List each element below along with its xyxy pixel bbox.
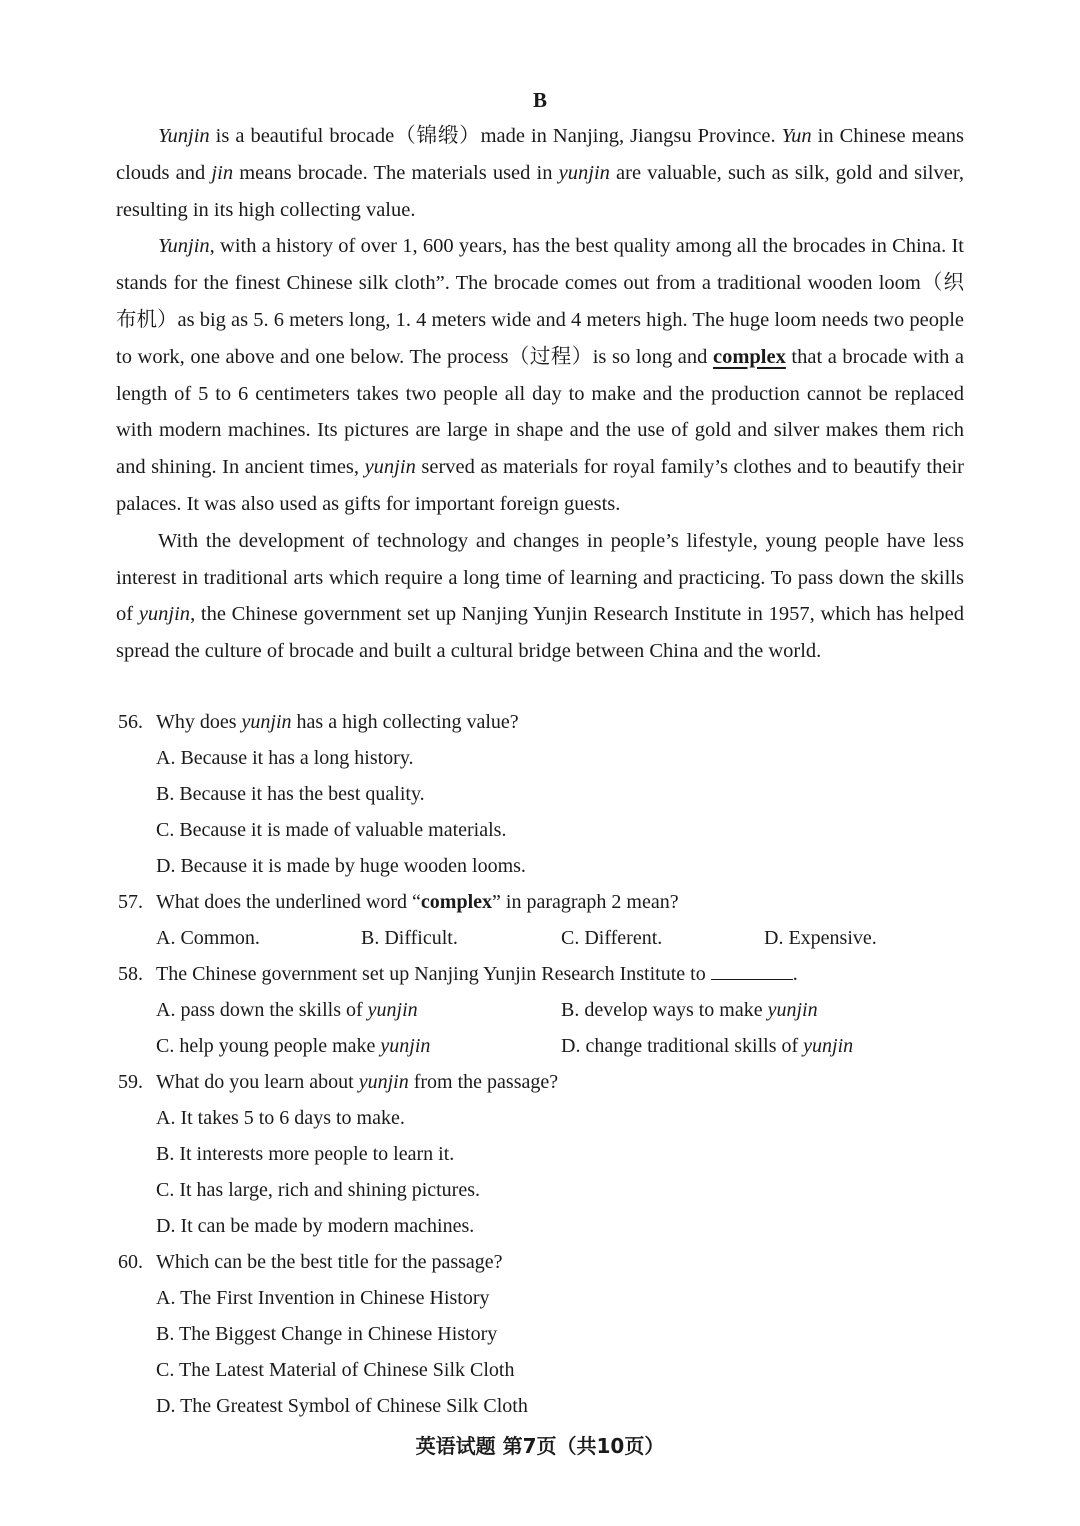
q56-option-a: A. Because it has a long history. bbox=[156, 747, 414, 769]
question-59: 59. What do you learn about yunjin from the passage? bbox=[118, 1071, 559, 1093]
q57-option-c: C. Different. bbox=[561, 927, 663, 949]
page-footer: 英语试题 第7页（共10页） bbox=[415, 1434, 665, 1458]
q60-option-a: A. The First Invention in Chinese History bbox=[156, 1287, 490, 1309]
underlined-word-complex: complex bbox=[712, 345, 786, 368]
q59-option-c: C. It has large, rich and shining pictures. bbox=[156, 1179, 481, 1201]
question-58: 58. The Chinese government set up Nanjing Yunjin Research Institute to . bbox=[118, 956, 968, 992]
q58-option-d: D. change traditional skills of yunjin bbox=[561, 1035, 854, 1057]
paragraph-2: Yunjin, with a history of over 1, 600 years, has the best quality among all the brocades in China. It stands for the finest Chinese silk cloth”. The brocade comes out from a traditional wooden loom（织布机）as big as 5. 6 meters long, 1. 4 meters wide and 4 meters high. The huge loom needs two people to work, one above and one below. The process（过程）is so long and complex that a brocade with a length of 5 to 6 centimeters takes two people all day to make and the production cannot be replaced with modern machines. Its pictures are large in shape and the use of gold and silver makes them rich and shining. In ancient times, yunjin served as materials for royal family’s clothes and to beautify their palaces. It was also used as gifts for important foreign guests. bbox=[116, 235, 964, 515]
q59-option-d: D. It can be made by modern machines. bbox=[156, 1215, 475, 1237]
question-60: 60. Which can be the best title for the passage? bbox=[118, 1251, 503, 1273]
q59-option-a: A. It takes 5 to 6 days to make. bbox=[156, 1107, 405, 1129]
q56-option-b: B. Because it has the best quality. bbox=[156, 783, 425, 805]
question-57: 57. What does the underlined word “complex” in paragraph 2 mean? bbox=[118, 891, 679, 913]
q60-option-d: D. The Greatest Symbol of Chinese Silk Cloth bbox=[156, 1395, 528, 1417]
q59-option-b: B. It interests more people to learn it. bbox=[156, 1143, 455, 1165]
section-title: B bbox=[532, 88, 547, 112]
reading-passage bbox=[116, 118, 964, 670]
q56-option-c: C. Because it is made of valuable materials. bbox=[156, 819, 507, 841]
q57-options bbox=[118, 920, 968, 956]
q58-option-a: A. pass down the skills of yunjin bbox=[156, 999, 418, 1021]
paragraph-1: Yunjin is a beautiful brocade（锦缎）made in Nanjing, Jiangsu Province. Yun in Chinese means clouds and jin means brocade. The materials used in yunjin are valuable, such as silk, gold and silver, resulting in its high collecting value. bbox=[116, 125, 964, 221]
q57-option-d: D. Expensive. bbox=[764, 927, 877, 949]
q58-options-row-2 bbox=[118, 1028, 968, 1064]
paragraph-3: With the development of technology and changes in people’s lifestyle, young people have less interest in traditional arts which require a long time of learning and practicing. To pass down the skills of yunjin, the Chinese government set up Nanjing Yunjin Research Institute in 1957, which has helped spread the culture of brocade and built a cultural bridge between China and the world. bbox=[116, 529, 965, 663]
q60-option-b: B. The Biggest Change in Chinese History bbox=[156, 1323, 498, 1345]
q58-option-b: B. develop ways to make yunjin bbox=[561, 999, 818, 1021]
q57-option-b: B. Difficult. bbox=[361, 927, 458, 949]
q58-options-row-1 bbox=[118, 992, 968, 1028]
q60-option-c: C. The Latest Material of Chinese Silk Cloth bbox=[156, 1359, 515, 1381]
q58-option-c: C. help young people make yunjin bbox=[156, 1035, 431, 1057]
answer-blank bbox=[711, 959, 793, 980]
question-list bbox=[118, 704, 968, 1424]
q56-option-d: D. Because it is made by huge wooden looms. bbox=[156, 855, 526, 877]
question-56: 56. Why does yunjin has a high collecting value? bbox=[118, 711, 519, 733]
q57-option-a: A. Common. bbox=[156, 927, 260, 949]
